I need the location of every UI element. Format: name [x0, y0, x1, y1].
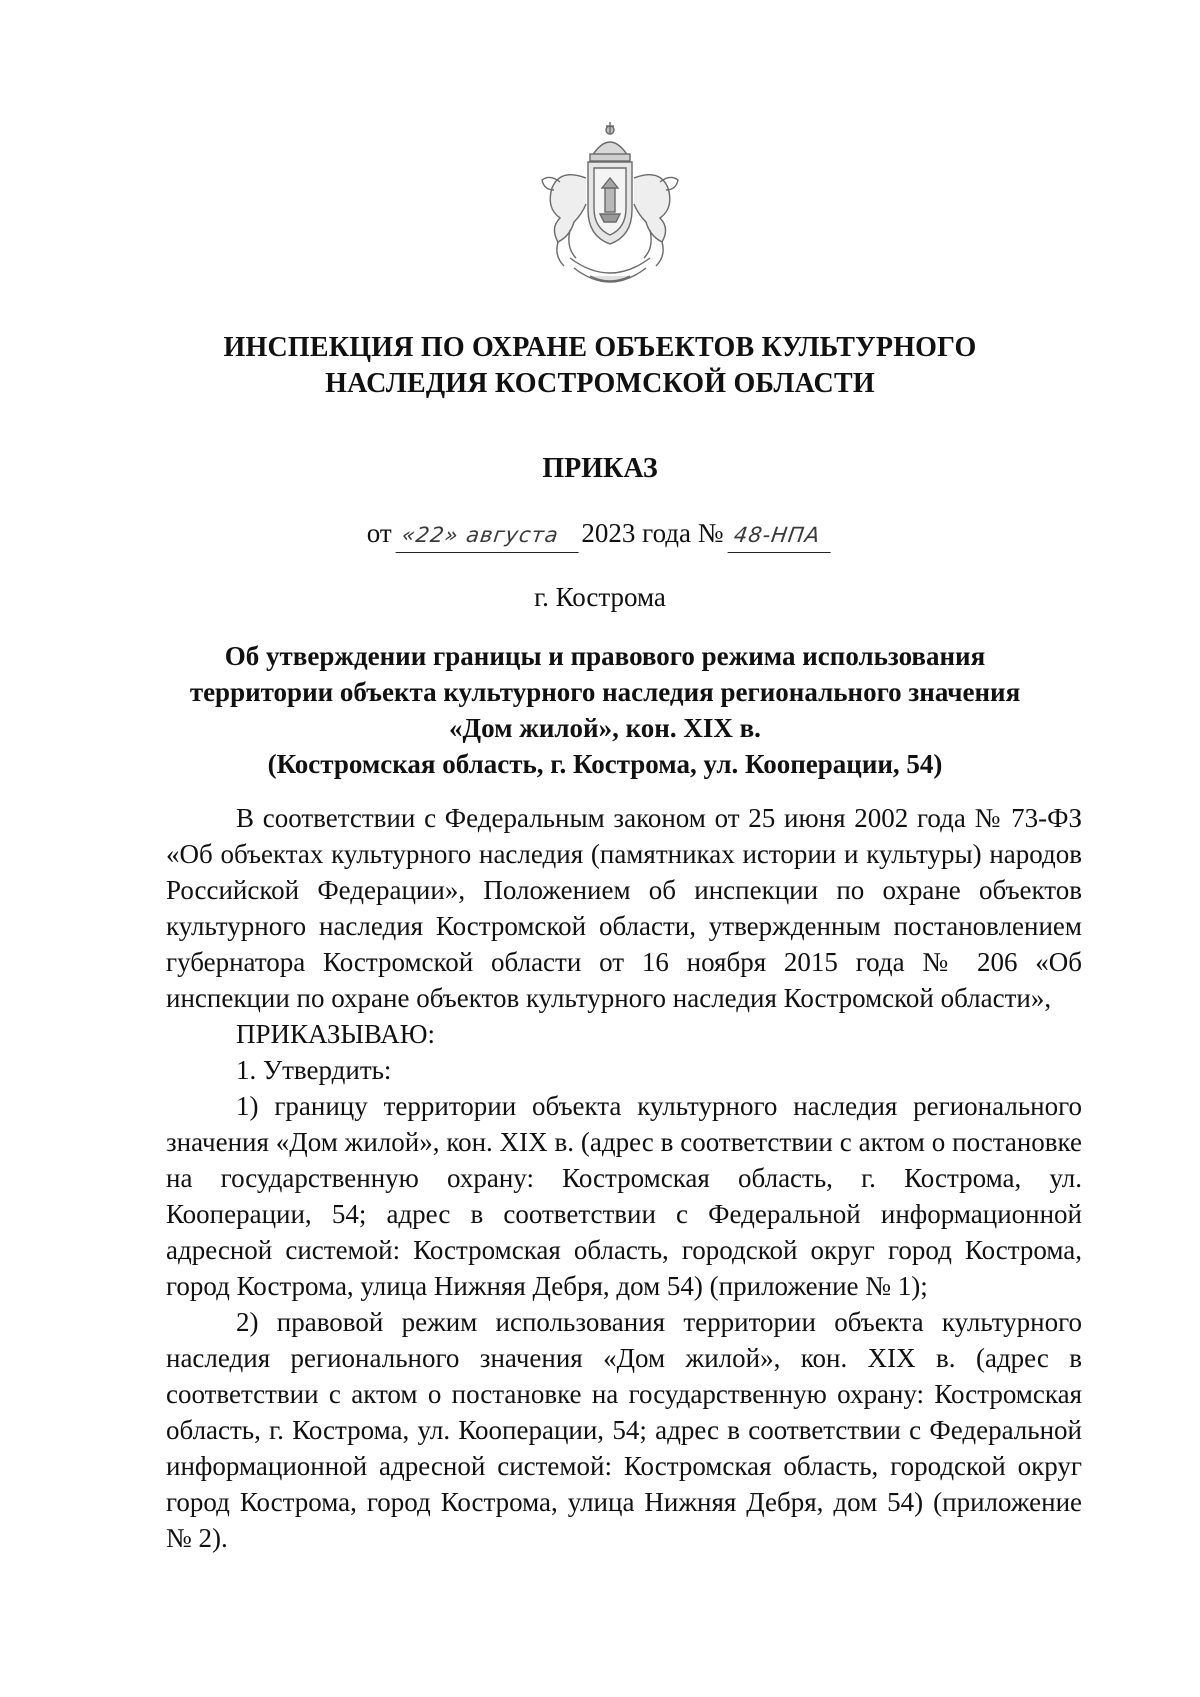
date-year: 2023 года №	[581, 518, 724, 548]
item-1-1: 1) границу территории объекта культурного наследия регионального значения «Дом жилой», кон. XIX в. (адрес в соответствии с актом о постановке на государственную охрану: Костромская область, г. Кострома, ул. Кооперации, 54; адрес в соответствии с Федеральной информационной адресной системой: Костромская область, городской округ город Кострома, город Кострома, улица Нижняя Дебря, дом 54) (приложение № 1);	[166, 1091, 1082, 1301]
coat-of-arms-icon	[530, 118, 690, 298]
document-body	[166, 800, 1082, 1556]
handwritten-date: «22» августа	[396, 518, 584, 553]
subject-line4: (Костромская область, г. Кострома, ул. Кооперации, 54)	[267, 749, 943, 779]
city-line: г. Кострома	[534, 582, 666, 612]
preamble-paragraph: В соответствии с Федеральным законом от 25 июня 2002 года № 73-ФЗ «Об объектах культурного наследия (памятниках истории и культуры) народов Российской Федерации», Положением об инспекции по охране объектов культурного наследия Костромской области, утвержденным постановлением губернатора Костромской области от 16 ноября 2015 года № 206 «Об инспекции по охране объектов культурного наследия Костромской области»,	[166, 803, 1082, 1013]
subject-line1: Об утверждении границы и правового режима использования	[224, 641, 986, 671]
document-type: ПРИКАЗ	[542, 453, 658, 484]
subject-line2: территории объекта культурного наследия регионального значения	[189, 677, 1021, 707]
organization-title-line2: НАСЛЕДИЯ КОСТРОМСКОЙ ОБЛАСТИ	[325, 368, 875, 399]
date-prefix: от	[366, 518, 392, 548]
subject-line3: «Дом жилой», кон. XIX в.	[449, 713, 761, 743]
order-word: ПРИКАЗЫВАЮ:	[236, 1019, 435, 1049]
document-subject	[140, 638, 1070, 782]
organization-title-line1: ИНСПЕКЦИЯ ПО ОХРАНЕ ОБЪЕКТОВ КУЛЬТУРНОГО	[223, 332, 977, 363]
item-1-2: 2) правовой режим использования территории объекта культурного наследия регионального значения «Дом жилой», кон. XIX в. (адрес в соответствии с актом о постановке на государственную охрану: Костромская область, г. Кострома, ул. Кооперации, 54; адрес в соответствии с Федеральной информационной адресной системой: Костромская область, городской округ город Кострома, город Кострома, улица Нижняя Дебря, дом 54) (приложение № 2).	[166, 1307, 1082, 1553]
organization-title	[150, 330, 1050, 402]
handwritten-number: 48-НПА	[728, 518, 836, 553]
item-1: 1. Утвердить:	[236, 1055, 392, 1085]
date-number-line	[0, 516, 1200, 553]
